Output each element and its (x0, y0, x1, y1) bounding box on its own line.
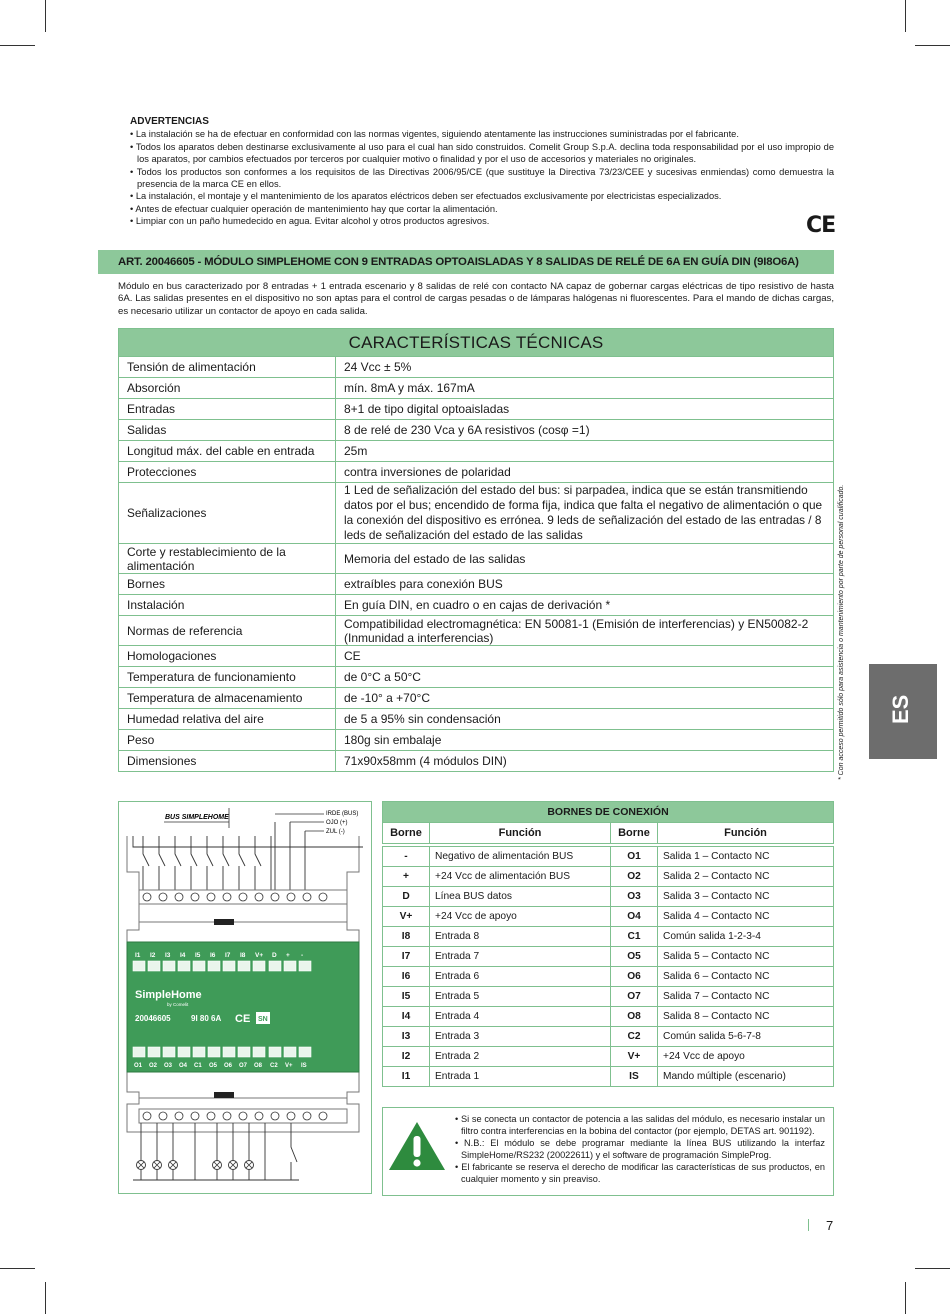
borne-cell: O6 (611, 967, 658, 987)
table-row (383, 887, 834, 907)
spec-value: En guía DIN, en cuadro o en cajas de derivación * (336, 595, 834, 616)
funcion-cell: Salida 6 – Contacto NC (658, 967, 834, 987)
borne-cell: - (383, 847, 430, 867)
notes-list (455, 1113, 825, 1185)
borne-cell: I3 (383, 1027, 430, 1047)
spec-label: Dimensiones (119, 751, 336, 772)
funcion-cell: +24 Vcc de apoyo (430, 907, 611, 927)
warnings-title: ADVERTENCIAS (130, 116, 209, 127)
spec-label: Protecciones (119, 462, 336, 483)
terminal-label: I2 (150, 952, 156, 959)
brand-sub: by Comelit (167, 1002, 189, 1007)
table-row (119, 483, 834, 544)
column-header: Función (430, 823, 611, 844)
terminal-label: O1 (134, 1063, 143, 1069)
table-row (119, 709, 834, 730)
language-tab-label: ES (888, 694, 913, 724)
spec-value: contra inversiones de polaridad (336, 462, 834, 483)
warning-item: • Todos los productos son conformes a los requisitos de las Directivas 2006/95/CE (que sustituye la Directiva 73/23/CEE y sucesivas enmiendas) como demuestra la presencia de la marca CE en ellos. (130, 166, 834, 191)
borne-cell: C1 (611, 927, 658, 947)
page-number: 7 (826, 1218, 834, 1233)
table-row (119, 399, 834, 420)
table-row (119, 730, 834, 751)
warning-item: • Limpiar con un paño humedecido en agua. Evitar alcohol y otros productos agresivos. (130, 215, 834, 227)
spec-value: extraíbles para conexión BUS (336, 574, 834, 595)
borne-cell: I7 (383, 947, 430, 967)
spec-value: Compatibilidad electromagnética: EN 50081-1 (Emisión de interferencias) y EN50082-2 (Inmunidad a interferencias) (336, 616, 834, 646)
funcion-cell: Salida 3 – Contacto NC (658, 887, 834, 907)
terminal-label: D (272, 952, 277, 959)
funcion-cell: Entrada 4 (430, 1007, 611, 1027)
specs-table (118, 328, 834, 772)
funcion-cell: Negativo de alimentación BUS (430, 847, 611, 867)
table-row (383, 867, 834, 887)
funcion-cell: Común salida 5-6-7-8 (658, 1027, 834, 1047)
table-row (119, 751, 834, 772)
borne-cell: O8 (611, 1007, 658, 1027)
side-note: * Con acceso permitido sólo para asistencia o mantenimiento por parte de personal cualificado. (838, 484, 845, 780)
funcion-cell: Salida 4 – Contacto NC (658, 907, 834, 927)
table-row (119, 595, 834, 616)
table-row (119, 441, 834, 462)
table-row (383, 987, 834, 1007)
borne-cell: C2 (611, 1027, 658, 1047)
spec-label: Absorción (119, 378, 336, 399)
funcion-cell: Entrada 5 (430, 987, 611, 1007)
spec-label: Tensión de alimentación (119, 357, 336, 378)
spec-value: de 0°C a 50°C (336, 667, 834, 688)
warning-item: • Antes de efectuar cualquier operación de mantenimiento hay que cortar la alimentación. (130, 203, 834, 215)
borne-cell: O1 (611, 847, 658, 867)
terminal-label: O2 (149, 1063, 158, 1069)
funcion-cell: +24 Vcc de alimentación BUS (430, 867, 611, 887)
funcion-cell: Entrada 7 (430, 947, 611, 967)
table-row (383, 1027, 834, 1047)
terminal-label: O8 (254, 1063, 263, 1069)
borne-cell: O4 (611, 907, 658, 927)
spec-value: 180g sin embalaje (336, 730, 834, 751)
funcion-cell: Entrada 3 (430, 1027, 611, 1047)
terminal-label: O6 (224, 1063, 233, 1069)
borne-cell: I8 (383, 927, 430, 947)
spec-label: Humedad relativa del aire (119, 709, 336, 730)
funcion-cell: Entrada 2 (430, 1047, 611, 1067)
legend-bus: IRDE (BUS) (326, 811, 359, 817)
spec-value: mín. 8mA y máx. 167mA (336, 378, 834, 399)
terminal-label: IS (301, 1063, 307, 1069)
borne-cell: I6 (383, 967, 430, 987)
table-row (119, 667, 834, 688)
terminal-label: O7 (239, 1063, 248, 1069)
terminal-label: O5 (209, 1063, 218, 1069)
funcion-cell: Entrada 6 (430, 967, 611, 987)
terminal-label: I6 (210, 952, 216, 959)
table-row (383, 847, 834, 867)
spec-value: 71x90x58mm (4 módulos DIN) (336, 751, 834, 772)
funcion-cell: Entrada 1 (430, 1067, 611, 1087)
table-row (119, 462, 834, 483)
funcion-cell: Mando múltiple (escenario) (658, 1067, 834, 1087)
borne-cell: IS (611, 1067, 658, 1087)
table-row (119, 688, 834, 709)
funcion-cell: Salida 2 – Contacto NC (658, 867, 834, 887)
spec-value: de 5 a 95% sin condensación (336, 709, 834, 730)
borne-cell: O5 (611, 947, 658, 967)
column-header: Borne (383, 823, 430, 844)
funcion-cell: Línea BUS datos (430, 887, 611, 907)
terminal-label: V+ (285, 1063, 293, 1069)
terminal-label: I3 (165, 952, 171, 959)
borne-cell: I1 (383, 1067, 430, 1087)
article-title: ART. 20046605 - MÓDULO SIMPLEHOME CON 9 ENTRADAS OPTOAISLADAS Y 8 SALIDAS DE RELÉ DE 6A EN GUÍA DIN (9I8O6A) (98, 250, 834, 274)
spec-label: Temperatura de almacenamiento (119, 688, 336, 709)
terminal-label: I7 (225, 952, 231, 959)
borne-cell: I5 (383, 987, 430, 1007)
spec-label: Longitud máx. del cable en entrada (119, 441, 336, 462)
spec-value: CE (336, 646, 834, 667)
sn-label: SN (258, 1016, 268, 1023)
funcion-cell: Común salida 1-2-3-4 (658, 927, 834, 947)
funcion-cell: Salida 7 – Contacto NC (658, 987, 834, 1007)
funcion-cell: Entrada 8 (430, 927, 611, 947)
spec-label: Bornes (119, 574, 336, 595)
borne-cell: V+ (611, 1047, 658, 1067)
spec-label: Temperatura de funcionamiento (119, 667, 336, 688)
warning-item: • La instalación, el montaje y el mantenimiento de los aparatos eléctricos deben ser efectuados exclusivamente por electricistas especializados. (130, 190, 834, 202)
borne-cell: O2 (611, 867, 658, 887)
terminal-label: O3 (164, 1063, 173, 1069)
bus-label: BUS SIMPLEHOME (165, 814, 229, 821)
spec-value: 8+1 de tipo digital optoaisladas (336, 399, 834, 420)
borne-cell: + (383, 867, 430, 887)
table-row (119, 420, 834, 441)
terminal-label: I1 (135, 952, 141, 959)
borne-cell: D (383, 887, 430, 907)
warning-item: • La instalación se ha de efectuar en conformidad con las normas vigentes, siguiendo atentamente las instrucciones suministradas por el fabricante. (130, 128, 834, 140)
column-header: Función (658, 823, 834, 844)
table-row (383, 1007, 834, 1027)
funcion-cell: Salida 5 – Contacto NC (658, 947, 834, 967)
note-item: • Si se conecta un contactor de potencia a las salidas del módulo, es necesario instalar un filtro contra interferencias en la bobina del contactor (por ejemplo, DETAS art. 901192). (455, 1113, 825, 1137)
table-row (119, 544, 834, 574)
model-code: 20046605 (135, 1014, 171, 1023)
ce-mark-icon: CE (806, 213, 836, 238)
borne-cell: I2 (383, 1047, 430, 1067)
spec-label: Peso (119, 730, 336, 751)
article-description: Módulo en bus caracterizado por 8 entradas + 1 entrada escenario y 8 salidas de relé con contacto NA capaz de gobernar cargas eléctricas de tipo resistivo de hasta 6A. Las salidas presentes en el dispositivo no son aptas para el control de cargas pesadas o de lámparas halógenas ni fluorescentes. Para el mando de dichas cargas, es necesario utilizar un contactor de apoyo en cada salida. (118, 281, 834, 317)
note-item: • N.B.: El módulo se debe programar mediante la línea BUS utilizando la interfaz SimpleHome/RS232 (20022611) y el software de programación SimpleProg. (455, 1137, 825, 1161)
terminal-label: I8 (240, 952, 246, 959)
terminal-label: I4 (180, 952, 186, 959)
bornes-title: BORNES DE CONEXIÓN (383, 802, 834, 823)
table-row (119, 616, 834, 646)
spec-label: Señalizaciones (119, 483, 336, 544)
table-row (383, 1067, 834, 1087)
legend-minus: ZUL (-) (326, 829, 345, 835)
page-number-divider (808, 1219, 809, 1231)
borne-cell: I4 (383, 1007, 430, 1027)
model-name: 9I 80 6A (191, 1014, 222, 1023)
table-row (383, 967, 834, 987)
notes-box (382, 1107, 834, 1196)
table-row (383, 907, 834, 927)
terminal-label: C2 (270, 1063, 278, 1069)
table-row (119, 574, 834, 595)
spec-label: Salidas (119, 420, 336, 441)
spec-value: 8 de relé de 230 Vca y 6A resistivos (cosφ =1) (336, 420, 834, 441)
table-row (119, 378, 834, 399)
ce-mark-icon: CE (235, 1013, 251, 1025)
terminal-label: - (301, 952, 304, 959)
spec-label: Entradas (119, 399, 336, 420)
table-row (383, 947, 834, 967)
spec-value: 25m (336, 441, 834, 462)
brand-logo: SimpleHome (135, 989, 202, 1001)
spec-value: de -10° a +70°C (336, 688, 834, 709)
warnings-section (130, 116, 834, 228)
table-row (383, 927, 834, 947)
table-row (119, 357, 834, 378)
borne-cell: V+ (383, 907, 430, 927)
spec-label: Normas de referencia (119, 616, 336, 646)
wiring-diagram (118, 801, 372, 1194)
spec-label: Corte y restablecimiento de la alimentación (119, 544, 336, 574)
note-item: • El fabricante se reserva el derecho de modificar las características de sus productos, en cualquier momento y sin preaviso. (455, 1161, 825, 1185)
table-row (383, 1047, 834, 1067)
warning-item: • Todos los aparatos deben destinarse exclusivamente al uso para el cual han sido construidos. Comelit Group S.p.A. declina toda responsabilidad por el uso impropio de los aparatos, por cambios efectuados por terceros por cualquier motivo o finalidad y por el uso de accesorios y materiales no originales. (130, 141, 834, 166)
terminal-label: V+ (255, 952, 264, 959)
spec-label: Homologaciones (119, 646, 336, 667)
borne-cell: O7 (611, 987, 658, 1007)
spec-label: Instalación (119, 595, 336, 616)
module-diagram-svg (119, 802, 371, 1193)
spec-value: 1 Led de señalización del estado del bus: si parpadea, indica que se están transmitiendo datos por el bus; encendido de forma fija, indica que falta el negativo de alimentación o que la conexión del dispositivo es errónea. 9 leds de señalización del estado de las entradas / 8 leds de señalización del estado de las salidas (336, 483, 834, 544)
bornes-table (382, 801, 834, 1087)
legend-plus: OJO (+) (326, 820, 348, 826)
table-row (119, 646, 834, 667)
column-header: Borne (611, 823, 658, 844)
specs-title: CARACTERÍSTICAS TÉCNICAS (119, 329, 834, 357)
funcion-cell: Salida 1 – Contacto NC (658, 847, 834, 867)
terminal-label: O4 (179, 1063, 188, 1069)
funcion-cell: +24 Vcc de apoyo (658, 1047, 834, 1067)
spec-value: 24 Vcc ± 5% (336, 357, 834, 378)
language-tab (869, 664, 937, 759)
funcion-cell: Salida 8 – Contacto NC (658, 1007, 834, 1027)
borne-cell: O3 (611, 887, 658, 907)
terminal-label: I5 (195, 952, 201, 959)
terminal-label: + (286, 952, 290, 959)
spec-value: Memoria del estado de las salidas (336, 544, 834, 574)
terminal-label: C1 (194, 1063, 202, 1069)
warning-icon (387, 1120, 447, 1172)
